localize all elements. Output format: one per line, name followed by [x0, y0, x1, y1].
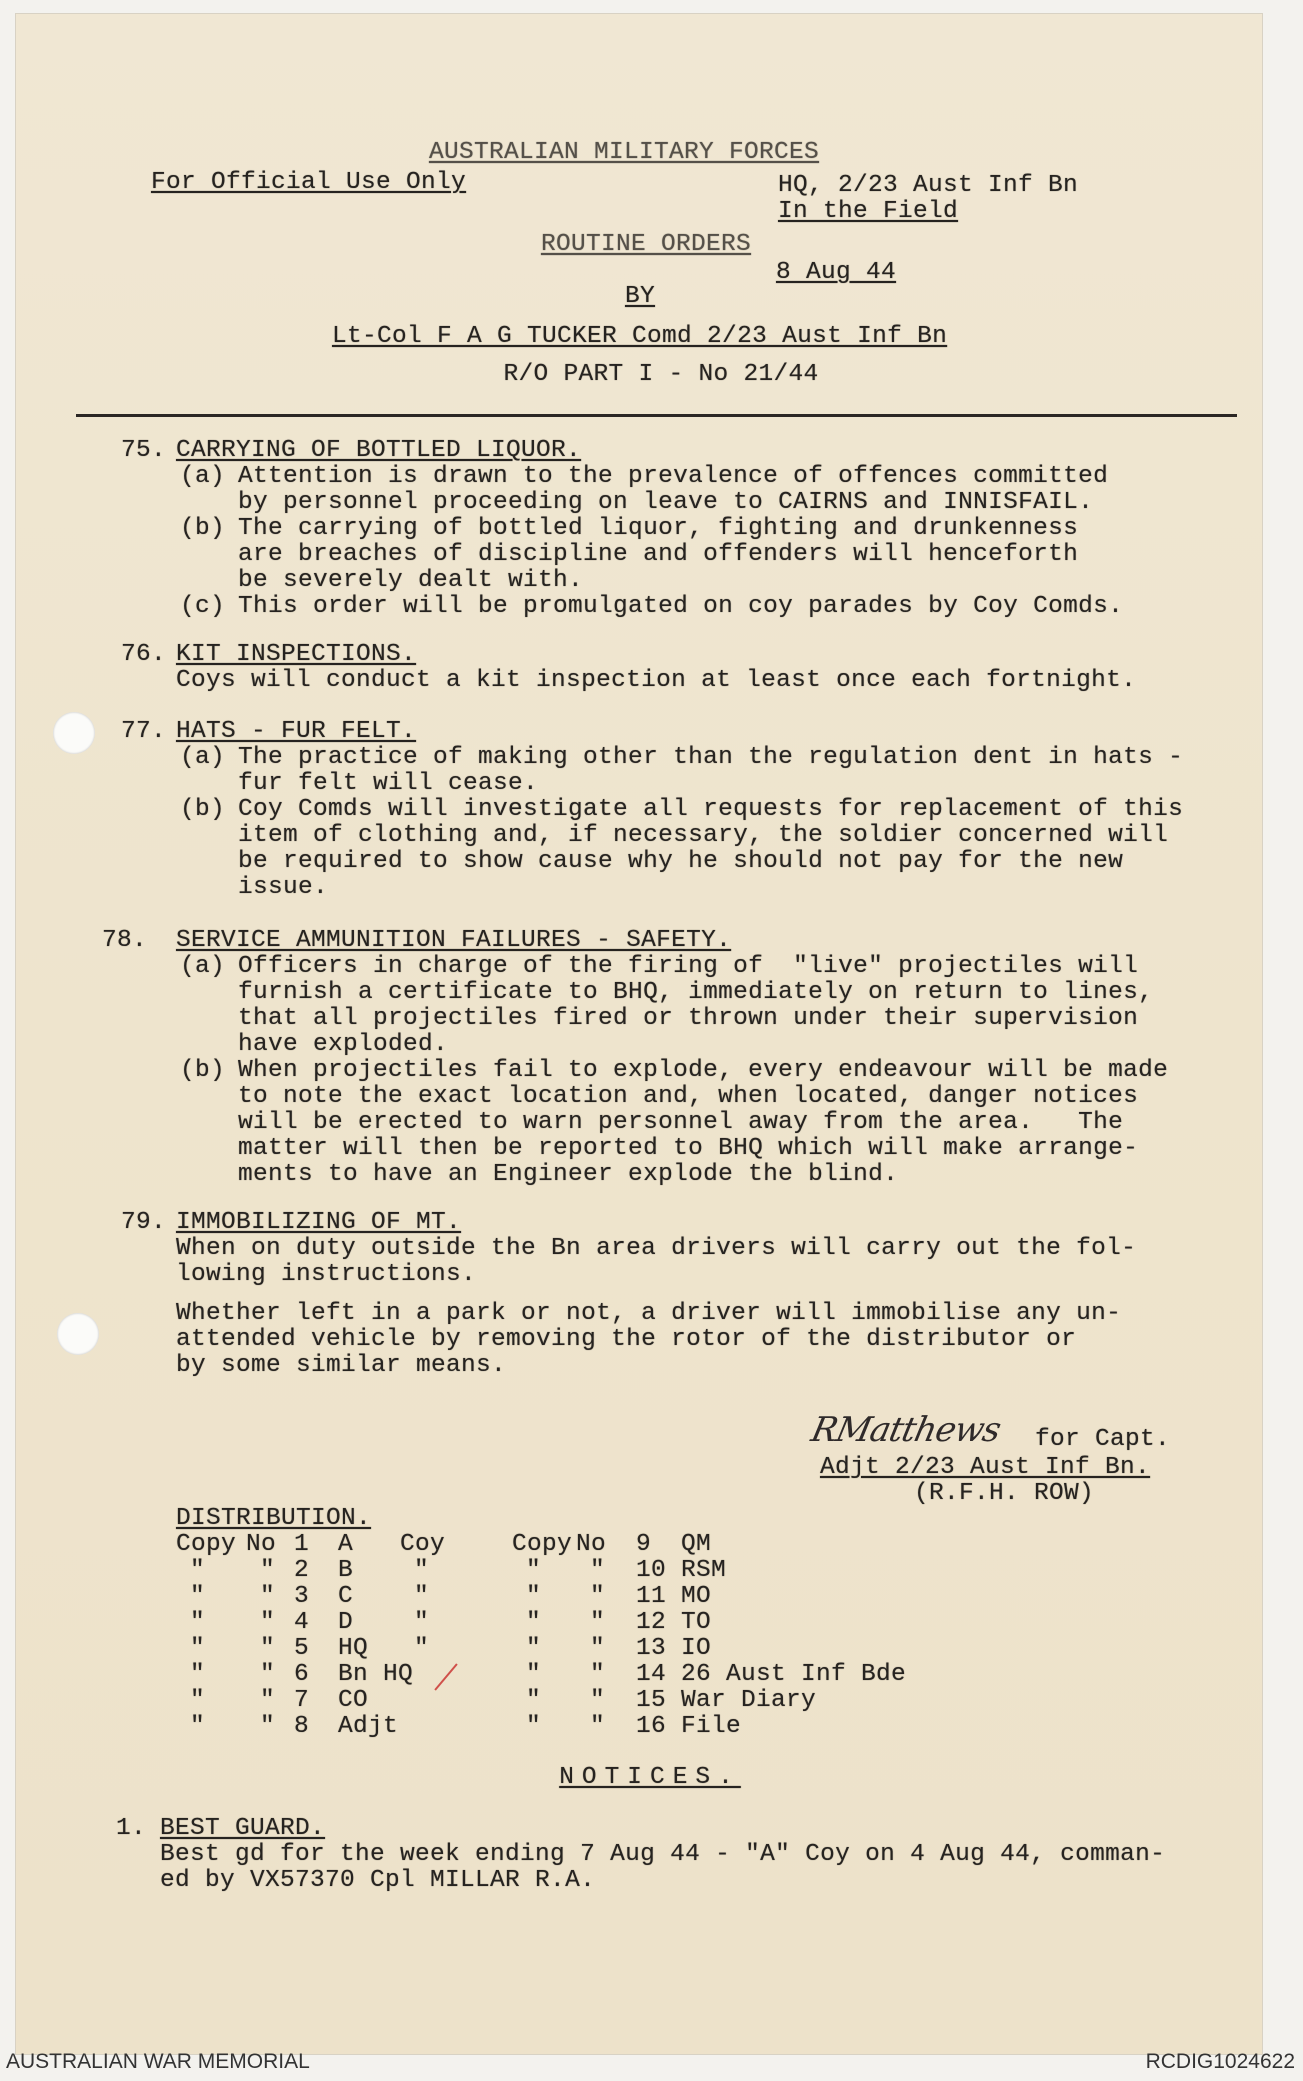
order-title: HATS - FUR FELT.	[176, 718, 417, 745]
paragraph-label: (a)	[180, 744, 226, 771]
distribution-cell: "	[414, 1557, 430, 1584]
distribution-cell: "	[590, 1713, 606, 1740]
distribution-cell: "	[414, 1635, 430, 1662]
distribution-cell: 13	[636, 1635, 667, 1662]
distribution-cell: "	[190, 1609, 206, 1636]
order-number: 78.	[102, 927, 148, 954]
order-text-line: are breaches of discipline and offenders will henceforth	[238, 541, 1079, 568]
order-text-line: that all projectiles fired or thrown under their supervision	[238, 1005, 1139, 1032]
distribution-cell: No	[246, 1531, 277, 1558]
order-reference: R/O PART I - No 21/44	[503, 361, 819, 388]
distribution-cell: "	[260, 1661, 276, 1688]
order-text-line: matter will then be reported to BHQ which will make arrange-	[238, 1135, 1139, 1162]
document-date: 8 Aug 44	[776, 259, 897, 286]
order-title: SERVICE AMMUNITION FAILURES - SAFETY.	[176, 927, 732, 954]
distribution-cell: CO	[338, 1687, 369, 1714]
distribution-cell: "	[526, 1557, 542, 1584]
signature: RMatthews	[807, 1410, 1004, 1450]
distribution-cell: "	[260, 1687, 276, 1714]
order-text-line: This order will be promulgated on coy parades by Coy Comds.	[238, 593, 1124, 620]
distribution-cell: "	[590, 1557, 606, 1584]
order-text-line: Attention is drawn to the prevalence of offences committed	[238, 463, 1109, 490]
order-text-line: Officers in charge of the firing of "live" projectiles will	[238, 953, 1139, 980]
order-text-line: attended vehicle by removing the rotor of the distributor or	[176, 1326, 1077, 1353]
distribution-cell: 4	[294, 1609, 310, 1636]
order-text-line: by personnel proceeding on leave to CAIRNS and INNISFAIL.	[238, 489, 1094, 516]
classification: For Official Use Only	[151, 169, 467, 196]
order-text-line: When on duty outside the Bn area drivers will carry out the fol-	[176, 1235, 1137, 1262]
distribution-cell: HQ	[338, 1635, 369, 1662]
distribution-cell: "	[260, 1557, 276, 1584]
distribution-cell: "	[190, 1687, 206, 1714]
paragraph-label: (a)	[180, 463, 226, 490]
distribution-cell: "	[260, 1713, 276, 1740]
distribution-cell: "	[414, 1583, 430, 1610]
order-text-line: The carrying of bottled liquor, fighting and drunkenness	[238, 515, 1079, 542]
distribution-cell: "	[414, 1609, 430, 1636]
distribution-cell: QM	[681, 1531, 712, 1558]
distribution-cell: "	[190, 1583, 206, 1610]
distribution-cell: "	[190, 1713, 206, 1740]
distribution-cell: 8	[294, 1713, 310, 1740]
order-text-line: The practice of making other than the regulation dent in hats -	[238, 744, 1184, 771]
order-number: 75.	[121, 437, 167, 464]
distribution-cell: File	[681, 1713, 742, 1740]
distribution-cell: 7	[294, 1687, 310, 1714]
distribution-cell: 10	[636, 1557, 667, 1584]
order-text-line: Coys will conduct a kit inspection at least once each fortnight.	[176, 667, 1137, 694]
notice-line: ed by VX57370 Cpl MILLAR R.A.	[160, 1867, 596, 1894]
paragraph-label: (c)	[180, 593, 226, 620]
distribution-cell: C	[338, 1583, 354, 1610]
order-text-line: to note the exact location and, when located, danger notices	[238, 1083, 1139, 1110]
order-text-line: by some similar means.	[176, 1352, 507, 1379]
paragraph-label: (b)	[180, 796, 226, 823]
distribution-cell: "	[260, 1583, 276, 1610]
paragraph-label: (b)	[180, 1057, 226, 1084]
distribution-cell: 14	[636, 1661, 667, 1688]
notices-title: NOTICES.	[559, 1764, 741, 1791]
distribution-cell: Adjt	[338, 1713, 399, 1740]
order-text-line: Coy Comds will investigate all requests for replacement of this	[238, 796, 1184, 823]
distribution-cell: "	[590, 1609, 606, 1636]
distribution-cell: 12	[636, 1609, 667, 1636]
order-text-line: ments to have an Engineer explode the blind.	[238, 1161, 899, 1188]
distribution-cell: A	[338, 1531, 354, 1558]
order-text-line: furnish a certificate to BHQ, immediately on return to lines,	[238, 979, 1154, 1006]
signature-for: for Capt.	[1035, 1426, 1171, 1453]
signatory-appointment: Adjt 2/23 Aust Inf Bn.	[820, 1454, 1151, 1481]
commander-line: Lt-Col F A G TUCKER Comd 2/23 Aust Inf Bn	[332, 323, 948, 350]
order-text-line: When projectiles fail to explode, every endeavour will be made	[238, 1057, 1169, 1084]
distribution-cell: "	[190, 1557, 206, 1584]
distribution-cell: MO	[681, 1583, 712, 1610]
distribution-cell: "	[590, 1687, 606, 1714]
distribution-cell: Coy	[400, 1531, 446, 1558]
distribution-cell: 15	[636, 1687, 667, 1714]
order-text-line: will be erected to warn personnel away from the area. The	[238, 1109, 1124, 1136]
order-text-line: fur felt will cease.	[238, 770, 539, 797]
distribution-cell: D	[338, 1609, 354, 1636]
distribution-cell: Copy	[512, 1531, 573, 1558]
distribution-cell: "	[526, 1635, 542, 1662]
distribution-cell: B	[338, 1557, 354, 1584]
distribution-cell: War Diary	[681, 1687, 817, 1714]
order-title: CARRYING OF BOTTLED LIQUOR.	[176, 437, 582, 464]
order-text-line: lowing instructions.	[176, 1261, 477, 1288]
distribution-cell: 9	[636, 1531, 652, 1558]
distribution-cell: "	[526, 1583, 542, 1610]
distribution-cell: No	[576, 1531, 607, 1558]
distribution-cell: "	[590, 1635, 606, 1662]
distribution-cell: 26 Aust Inf Bde	[681, 1661, 907, 1688]
notice-title: BEST GUARD.	[160, 1815, 326, 1842]
distribution-cell: 11	[636, 1583, 667, 1610]
order-title: KIT INSPECTIONS.	[176, 641, 417, 668]
record-id: RCDIG1024622	[1145, 2050, 1295, 2073]
distribution-cell: "	[526, 1687, 542, 1714]
paragraph-label: (b)	[180, 515, 226, 542]
distribution-cell: 3	[294, 1583, 310, 1610]
order-text-line: be required to show cause why he should not pay for the new	[238, 848, 1124, 875]
distribution-cell: Copy	[176, 1531, 237, 1558]
document-title: ROUTINE ORDERS	[540, 231, 752, 258]
punch-hole	[53, 712, 95, 754]
unit-line-1: HQ, 2/23 Aust Inf Bn	[778, 172, 1079, 199]
distribution-cell: "	[190, 1661, 206, 1688]
order-text-line: issue.	[238, 874, 329, 901]
distribution-cell: TO	[681, 1609, 712, 1636]
order-text-line: Whether left in a park or not, a driver will immobilise any un-	[176, 1300, 1122, 1327]
distribution-cell: "	[190, 1635, 206, 1662]
distribution-cell: "	[590, 1583, 606, 1610]
distribution-cell: RSM	[681, 1557, 727, 1584]
punch-hole	[57, 1313, 99, 1355]
distribution-cell: "	[260, 1609, 276, 1636]
order-number: 79.	[121, 1209, 167, 1236]
institution-label: AUSTRALIAN WAR MEMORIAL	[6, 2050, 310, 2073]
notice-line: Best gd for the week ending 7 Aug 44 - "A" Coy on 4 Aug 44, comman-	[160, 1841, 1166, 1868]
distribution-cell: "	[526, 1713, 542, 1740]
signatory-name: (R.F.H. ROW)	[914, 1480, 1095, 1507]
distribution-cell: "	[590, 1661, 606, 1688]
distribution-cell: "	[526, 1661, 542, 1688]
order-number: 76.	[121, 641, 167, 668]
document-page	[16, 14, 1262, 2054]
unit-line-2: In the Field	[778, 198, 959, 225]
distribution-cell: "	[260, 1635, 276, 1662]
distribution-cell: IO	[681, 1635, 712, 1662]
order-text-line: item of clothing and, if necessary, the soldier concerned will	[238, 822, 1169, 849]
distribution-cell: Bn HQ	[338, 1661, 414, 1688]
order-text-line: have exploded.	[238, 1031, 449, 1058]
distribution-title: DISTRIBUTION.	[176, 1505, 372, 1532]
distribution-cell: 2	[294, 1557, 310, 1584]
order-text-line: be severely dealt with.	[238, 567, 584, 594]
notice-number: 1.	[116, 1815, 147, 1842]
distribution-cell: 5	[294, 1635, 310, 1662]
header-divider	[76, 414, 1237, 417]
distribution-cell: 6	[294, 1661, 310, 1688]
distribution-cell: 1	[294, 1531, 310, 1558]
by-label: BY	[624, 283, 656, 310]
force-heading: AUSTRALIAN MILITARY FORCES	[428, 139, 820, 166]
order-title: IMMOBILIZING OF MT.	[176, 1209, 462, 1236]
order-number: 77.	[121, 718, 167, 745]
distribution-cell: 16	[636, 1713, 667, 1740]
paragraph-label: (a)	[180, 953, 226, 980]
distribution-cell: "	[526, 1609, 542, 1636]
